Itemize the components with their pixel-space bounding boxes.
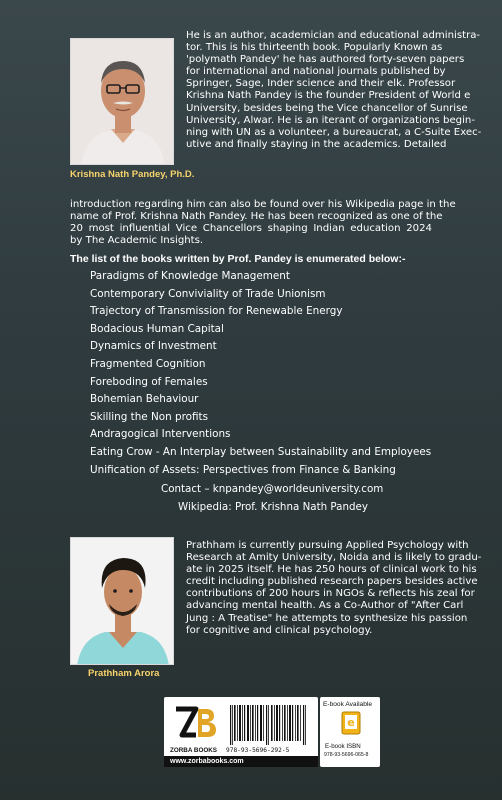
bio-line: 20 most influential Vice Chancellors shaping Indian education 2024 [70,223,432,235]
book-list-item: Unification of Assets: Perspectives from Finance & Banking [90,463,396,476]
bio-line: for cognitive and clinical psychology. [186,624,373,636]
ebook-title: E-book Available [323,701,372,708]
book-list [90,268,431,479]
bio-line: advancing mental health. As a Co-Author of "After Carl [186,600,464,612]
book-list-item: Andragogical Interventions [90,428,231,441]
bio-line: Jung : A Treatise" he attempts to synthesize his passion [186,612,468,624]
bio-line: tor. This is his thirteenth book. Popularly Known as [186,42,443,54]
book-list-item: Bohemian Behaviour [90,393,199,406]
bio-line: University, besides being the Vice chancellor of Sunrise [186,102,468,114]
bio-line: Springer, Sage, Inder science and their elk. Professor [186,78,456,90]
bio-line: Research at Amity University, Noida and is likely to gradu- [186,552,482,564]
bio-line: credit including published research papers besides active [186,576,478,588]
book-list-item: Bodacious Human Capital [90,322,224,335]
book-list-item: Skilling the Non profits [90,410,209,423]
ebook-isbn-label: E-book ISBN [325,743,361,750]
ebook-icon [341,711,361,735]
ebook-box [320,697,380,767]
author-bio-pandey [186,30,482,151]
bio-line: University, Alwar. He is an iterant of organizations begin- [186,114,475,126]
bio-line: for international and national journals published by [186,66,446,78]
bio-line: Krishna Nath Pandey is the founder President of World e [186,90,471,102]
author-photo-pandey [70,38,174,165]
publisher-name: ZORBA BOOKS [170,747,217,754]
author-bio-pandey-continued [70,199,456,247]
ebook-isbn-number: 978-93-5696-065-8 [324,752,369,758]
bio-line: name of Prof. Krishna Nath Pandey. He has been recognized as one of the [70,211,443,223]
bio-line: Prathham is currently pursuing Applied Psychology with [186,540,469,551]
book-list-item: Fragmented Cognition [90,357,206,370]
zorba-logo-icon [172,705,220,743]
book-list-heading: The list of the books written by Prof. Pandey is enumerated below:- [70,253,406,265]
author-bio-arora [186,540,482,637]
bio-line: utive and finally staying in the academics. Detailed [186,138,447,150]
book-list-item: Eating Crow - An Interplay between Sustainability and Employees [90,445,432,458]
bio-line: ate in 2025 itself. He has 250 hours of clinical work to his [186,564,477,576]
bio-line: contributions of 200 hours in NGOs & reflects his zeal for [186,588,475,600]
bio-line: introduction regarding him can also be found over his Wikipedia page in the [70,199,456,210]
publisher-url: www.zorbabooks.com [164,756,318,767]
book-list-item: Contemporary Conviviality of Trade Unionism [90,287,326,300]
author-caption-pandey: Krishna Nath Pandey, Ph.D. [70,169,195,180]
contact-email: Contact – knpandey@worldeuniversity.com [161,483,384,495]
publisher-barcode-box [164,697,318,767]
portrait-illustration [71,39,174,165]
portrait-illustration [71,538,174,665]
bio-line: by The Academic Insights. [70,235,204,247]
contact-wikipedia: Wikipedia: Prof. Krishna Nath Pandey [178,501,368,513]
bio-line: ning with UN as a volunteer, a bureaucrat, a C-Suite Exec- [186,126,482,138]
bio-line: He is an author, academician and educational administra- [186,30,481,41]
author-photo-arora [70,537,174,665]
barcode-icon [228,703,310,745]
book-list-item: Paradigms of Knowledge Management [90,270,290,282]
bio-line: 'polymath Pandey' he has authored forty-seven papers [186,54,465,66]
isbn-number: 978-93-5696-292-5 [226,747,290,754]
svg-text:e: e [347,716,355,729]
book-list-item: Foreboding of Females [90,375,208,388]
book-list-item: Dynamics of Investment [90,340,217,353]
author-caption-arora: Prathham Arora [88,668,160,679]
book-list-item: Trajectory of Transmission for Renewable Energy [90,305,343,318]
